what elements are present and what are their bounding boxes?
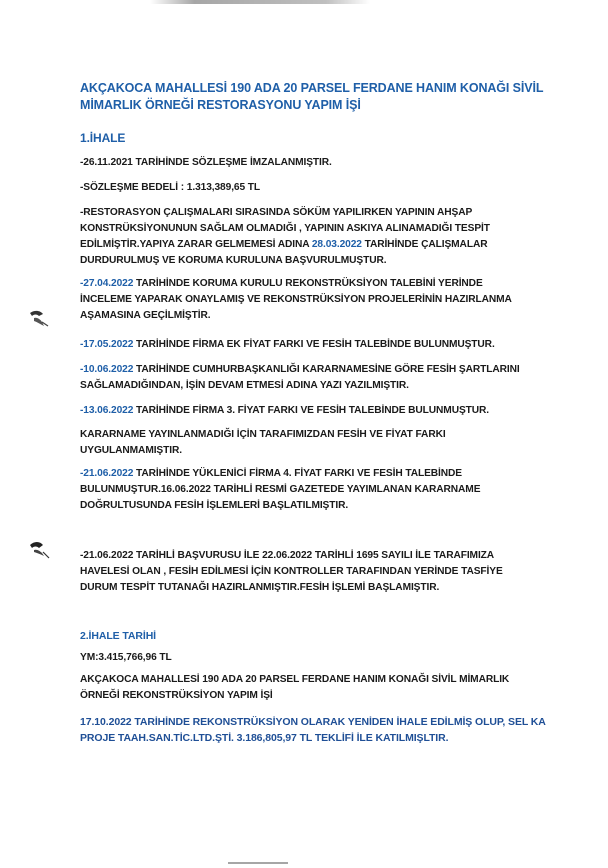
- entry-text: TARİHİNDE YÜKLENİCİ FİRMA 4. FİYAT FARKI VE FESİH TALEBİNDE BULUNMUŞTUR.16.06.2022 TARİHLİ RESMİ GAZETEDE YAYIMLANAN KARARNAME DOĞRULTUSUNDA FESİH İŞLEMLERİ BAŞLATILMIŞTIR.: [80, 468, 481, 511]
- scan-bottom-mark: [228, 862, 288, 864]
- entry-13-06-2022: [80, 403, 550, 419]
- entry-date: -10.06.2022: [80, 364, 134, 375]
- entry-27-04-2022: [80, 276, 550, 324]
- binder-hole-mark: [28, 309, 50, 329]
- application-paragraph: -21.06.2022 TARİHLİ BAŞVURUSU İLE 22.06.2022 TARİHLİ 1695 SAYILI İLE TARAFIMIZA HAVELESİ OLAN , FESİH EDİLMESİ İÇİN KONTROLLER TARAFINDAN YERİNDE TASFİYE DURUM TESPİT TUTANAĞI HAZIRLANMIŞTIR.FESİH İŞLEMİ BAŞLAMIŞTIR.: [80, 550, 503, 593]
- restoration-date: 28.03.2022: [311, 239, 362, 250]
- entry-text: TARİHİNDE FİRMA 3. FİYAT FARKI VE FESİH TALEBİNDE BULUNMUŞTUR.: [133, 405, 490, 416]
- entry-date: -27.04.2022: [80, 278, 134, 289]
- entry-text: TARİHİNDE FİRMA EK FİYAT FARKI VE FESİH TALEBİNDE BULUNMUŞTUR.: [133, 339, 495, 350]
- contract-price-line: -SÖZLEŞME BEDELİ : 1.313,389,65 TL: [80, 182, 261, 193]
- estimated-cost: YM:3.415,766,96 TL: [80, 652, 172, 663]
- entry-date: -13.06.2022: [80, 405, 134, 416]
- entry-10-06-2022: [80, 362, 550, 394]
- entry-text: TARİHİNDE CUMHURBAŞKANLIĞI KARARNAMESİNE GÖRE FESİH ŞARTLARINI SAĞLAMADIĞINDAN, İŞİN DEVAM ETMESİ ADINA YAZI YAZILMIŞTIR.: [80, 364, 520, 391]
- contract-signed-line: -26.11.2021 TARİHİNDE SÖZLEŞME İMZALANMIŞTIR.: [80, 157, 332, 168]
- decree-note: KARARNAME YAYINLANMADIĞI İÇİN TARAFIMIZDAN FESİH VE FİYAT FARKI UYGULANMAMIŞTIR.: [80, 429, 446, 456]
- scan-top-mark: [150, 0, 370, 4]
- entry-21-06-2022: [80, 466, 550, 514]
- restoration-paragraph: [80, 205, 550, 269]
- reauction-result: 17.10.2022 TARİHİNDE REKONSTRÜKSİYON OLARAK YENİDEN İHALE EDİLMİŞ OLUP, SEL KA PROJE TAAH.SAN.TİC.LTD.ŞTİ. 3.186,805,97 TL TEKLİFİ İLE KATILMIŞLTIR.: [80, 716, 546, 744]
- restoration-text-end: TARİHİNDE ÇALIŞMALAR DURDURULMUŞ VE KORUMA KURULUNA BAŞVURULMUŞTUR.: [80, 239, 488, 266]
- entry-date: -17.05.2022: [80, 339, 134, 350]
- section-heading-ihale-1: 1.İHALE: [80, 131, 126, 145]
- entry-date: -21.06.2022: [80, 468, 134, 479]
- entry-text: TARİHİNDE KORUMA KURULU REKONSTRÜKSİYON TALEBİNİ YERİNDE İNCELEME YAPARAK ONAYLAMIŞ VE REKONSTRÜKSİYON PROJELERİNİN HAZIRLANMA AŞAMASINA GEÇİLMİŞTİR.: [80, 278, 512, 321]
- section-heading-ihale-2: 2.İHALE TARİHİ: [80, 630, 156, 642]
- entry-17-05-2022: [80, 337, 550, 353]
- restoration-text-start: -RESTORASYON ÇALIŞMALARI SIRASINDA SÖKÜM YAPILIRKEN YAPININ AHŞAP KONSTRÜKSİYONUNUN SAĞLAM OLMADIĞI , YAPININ ASKIYA ALINAMADIĞI TESPİT EDİLMİŞTİR.YAPIYA ZARAR GELMEMESİ ADINA: [80, 207, 490, 250]
- document-title: AKÇAKOCA MAHALLESİ 190 ADA 20 PARSEL FERDANE HANIM KONAĞI SİVİL MİMARLIK ÖRNEĞİ RESTORASYONU YAPIM İŞİ: [80, 81, 544, 112]
- project-name: AKÇAKOCA MAHALLESİ 190 ADA 20 PARSEL FERDANE HANIM KONAĞI SİVİL MİMARLIK ÖRNEĞİ REKONSTRÜKSİYON YAPIM İŞİ: [80, 674, 510, 701]
- binder-hole-mark: [28, 540, 50, 560]
